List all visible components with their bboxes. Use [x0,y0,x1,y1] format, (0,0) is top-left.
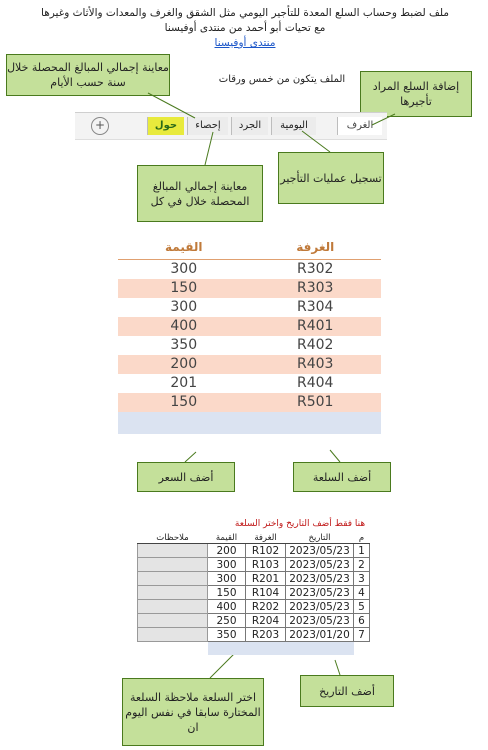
notes-cell[interactable] [138,558,208,572]
room-cell[interactable]: R104 [246,586,286,600]
intro-line-2: مع تحيات أبو أحمد من منتدى أوفيسنا [164,22,326,34]
callout-add-date: أضف التاريخ [300,675,394,707]
callout-record-ops: تسجيل عمليات التأجير [278,152,384,204]
tab-statistics[interactable]: إحصاء [187,117,228,135]
room-cell[interactable]: R303 [297,280,334,296]
num-cell: 3 [354,572,370,586]
room-cell[interactable]: R201 [246,572,286,586]
value-cell[interactable]: 400 [208,600,246,614]
callout-choose-item: اختر السلعة ملاحظة السلعة المختارة سابقا في نفس اليوم ان [122,678,264,746]
notes-cell[interactable] [138,628,208,642]
value-cell[interactable]: 300 [208,558,246,572]
spacer-cell [138,642,208,656]
table-row[interactable] [118,374,381,393]
header-value: القيمة [208,532,246,544]
date-cell[interactable]: 2023/05/23 [286,544,354,558]
new-value-cell[interactable] [208,642,246,656]
daily-table-title: هنا فقط أضف التاريخ واختر السلعة [234,519,366,529]
tab-rooms[interactable]: الغرف [337,117,382,135]
room-cell[interactable]: R202 [246,600,286,614]
date-cell[interactable]: 2023/05/23 [286,572,354,586]
header-room: الغرفة [296,240,335,254]
rooms-header [118,238,381,260]
room-cell[interactable]: R103 [246,558,286,572]
callout-add-item: أضف السلعة [293,462,391,492]
table-row[interactable] [138,614,370,628]
value-cell[interactable]: 300 [208,572,246,586]
new-room-cell[interactable] [246,642,286,656]
header-notes: ملاحظات [138,532,208,544]
value-cell[interactable]: 150 [170,394,198,410]
value-cell[interactable]: 150 [170,280,198,296]
table-row[interactable] [118,279,381,298]
date-cell[interactable]: 2023/05/23 [286,600,354,614]
room-cell[interactable]: R403 [297,356,334,372]
blank-entry-row[interactable] [138,642,370,656]
num-cell: 6 [354,614,370,628]
header-room: الغرفة [246,532,286,544]
forum-link[interactable]: منتدى أوفيسنا [214,37,276,49]
room-cell[interactable]: R404 [297,375,334,391]
table-row[interactable] [138,572,370,586]
table-row[interactable] [138,544,370,558]
header-date: التاريخ [286,532,354,544]
value-cell[interactable]: 150 [208,586,246,600]
date-cell[interactable]: 2023/05/23 [286,614,354,628]
date-cell[interactable]: 2023/01/20 [286,628,354,642]
table-row[interactable] [138,628,370,642]
num-cell: 4 [354,586,370,600]
value-cell[interactable]: 350 [208,628,246,642]
room-cell[interactable]: R304 [297,299,334,315]
table-row[interactable] [118,355,381,374]
new-date-cell[interactable] [286,642,354,656]
sheets-note: الملف يتكون من خمس ورقات [218,74,346,85]
value-cell[interactable]: 300 [170,299,198,315]
table-row[interactable] [118,336,381,355]
num-cell: 1 [354,544,370,558]
value-cell[interactable]: 200 [208,544,246,558]
notes-cell[interactable] [138,544,208,558]
callout-add-price: أضف السعر [137,462,235,492]
notes-cell[interactable] [138,600,208,614]
table-row[interactable] [118,393,381,412]
room-cell[interactable]: R204 [246,614,286,628]
num-cell: 2 [354,558,370,572]
num-cell: 7 [354,628,370,642]
room-cell[interactable]: R302 [297,261,334,277]
date-cell[interactable]: 2023/05/23 [286,586,354,600]
table-row[interactable] [138,558,370,572]
room-cell[interactable]: R102 [246,544,286,558]
notes-cell[interactable] [138,614,208,628]
spacer-cell [354,642,370,656]
tab-hawl[interactable]: حول [147,117,184,135]
table-row[interactable] [118,260,381,279]
room-cell[interactable]: R402 [297,337,334,353]
add-sheet-icon[interactable]: + [91,117,109,135]
notes-cell[interactable] [138,586,208,600]
table-row[interactable] [138,600,370,614]
value-cell[interactable]: 200 [170,356,198,372]
room-cell[interactable]: R203 [246,628,286,642]
new-row-blank[interactable] [118,412,381,434]
table-row[interactable] [118,317,381,336]
daily-table [137,532,370,655]
intro-line-1: ملف لضبط وحساب السلع المعدة للتأجير اليومي مثل الشقق والغرف والمعدات والأثاث وغيرها [41,7,449,19]
tab-daily[interactable]: اليومية [271,117,316,135]
callout-total-each: معاينة إجمالي المبالغ المحصلة خلال في كل [137,165,263,222]
callout-add-items: إضافة السلع المراد تأجيرها [360,71,472,117]
notes-cell[interactable] [138,572,208,586]
value-cell[interactable]: 350 [170,337,198,353]
date-cell[interactable]: 2023/05/23 [286,558,354,572]
header-num: م [354,532,370,544]
callout-yearly: معاينة إجمالي المبالغ المحصلة خلال سنة حسب الأيام [6,54,170,96]
table-row[interactable] [118,298,381,317]
value-cell[interactable]: 300 [170,261,198,277]
value-cell[interactable]: 400 [170,318,198,334]
rooms-table [118,238,381,434]
value-cell[interactable]: 250 [208,614,246,628]
value-cell[interactable]: 201 [170,375,198,391]
table-row[interactable] [138,586,370,600]
room-cell[interactable]: R401 [297,318,334,334]
room-cell[interactable]: R501 [297,394,334,410]
header-value: القيمة [165,240,203,254]
daily-header-row [138,532,370,544]
num-cell: 5 [354,600,370,614]
tab-inventory[interactable]: الجرد [231,117,268,135]
